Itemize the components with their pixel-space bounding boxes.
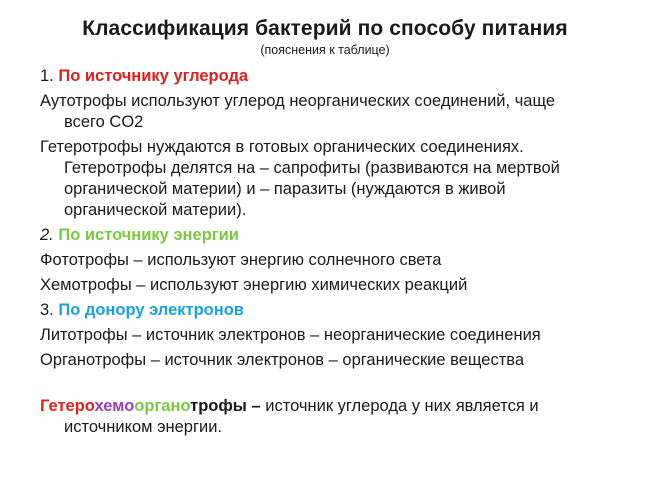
slide-subtitle: (пояснения к таблице) — [260, 43, 390, 57]
heterotrophs-paragraph — [40, 137, 610, 221]
summary-line-1 — [40, 396, 610, 417]
heterotrophs-line-4: органической материи). — [64, 201, 247, 219]
summary-part-organo: органо — [134, 397, 191, 415]
heterotrophs-line-1: Гетеротрофы нуждаются в готовых органических соединениях. — [40, 138, 524, 156]
chemotrophs-line: Хемотрофы – используют энергию химических реакций — [40, 276, 468, 294]
section-1-heading — [40, 66, 610, 87]
summary-part-chemo: хемо — [94, 397, 135, 415]
section-1-title: По источнику углерода — [58, 67, 249, 85]
slide-title: Классификация бактерий по способу питания — [82, 17, 568, 40]
summary-line-2: источником энергии. — [64, 418, 223, 436]
autotrophs-paragraph — [40, 91, 610, 133]
summary-part-trophs: трофы – — [190, 397, 266, 415]
section-2-title: По источнику энергии — [58, 226, 239, 244]
heterotrophs-line-3: органической материи) и – паразиты (нуждаются в живой — [64, 180, 506, 198]
summary-rest-line-1: источник углерода у них является и — [265, 397, 539, 415]
section-3-number: 3. — [40, 301, 59, 319]
section-3-heading — [40, 300, 610, 321]
autotrophs-line-1: Аутотрофы используют углерод неорганических соединений, чаще — [40, 92, 556, 110]
section-1-number: 1. — [40, 67, 59, 85]
slide-body — [40, 66, 610, 438]
organotrophs-line: Органотрофы – источник электронов – органические вещества — [40, 351, 525, 369]
summary-part-hetero: Гетеро — [40, 397, 95, 415]
heterotrophs-line-2: Гетеротрофы делятся на – сапрофиты (развиваются на мертвой — [64, 159, 560, 177]
section-3-title: По донору электронов — [58, 301, 244, 319]
section-2-heading — [40, 225, 610, 246]
summary-paragraph — [40, 396, 610, 438]
lithotrophs-line: Литотрофы – источник электронов – неорганические соединения — [40, 326, 541, 344]
phototrophs-line: Фототрофы – используют энергию солнечного света — [40, 251, 442, 269]
section-2-number: 2. — [40, 226, 59, 244]
autotrophs-line-2: всего CO2 — [64, 113, 144, 131]
